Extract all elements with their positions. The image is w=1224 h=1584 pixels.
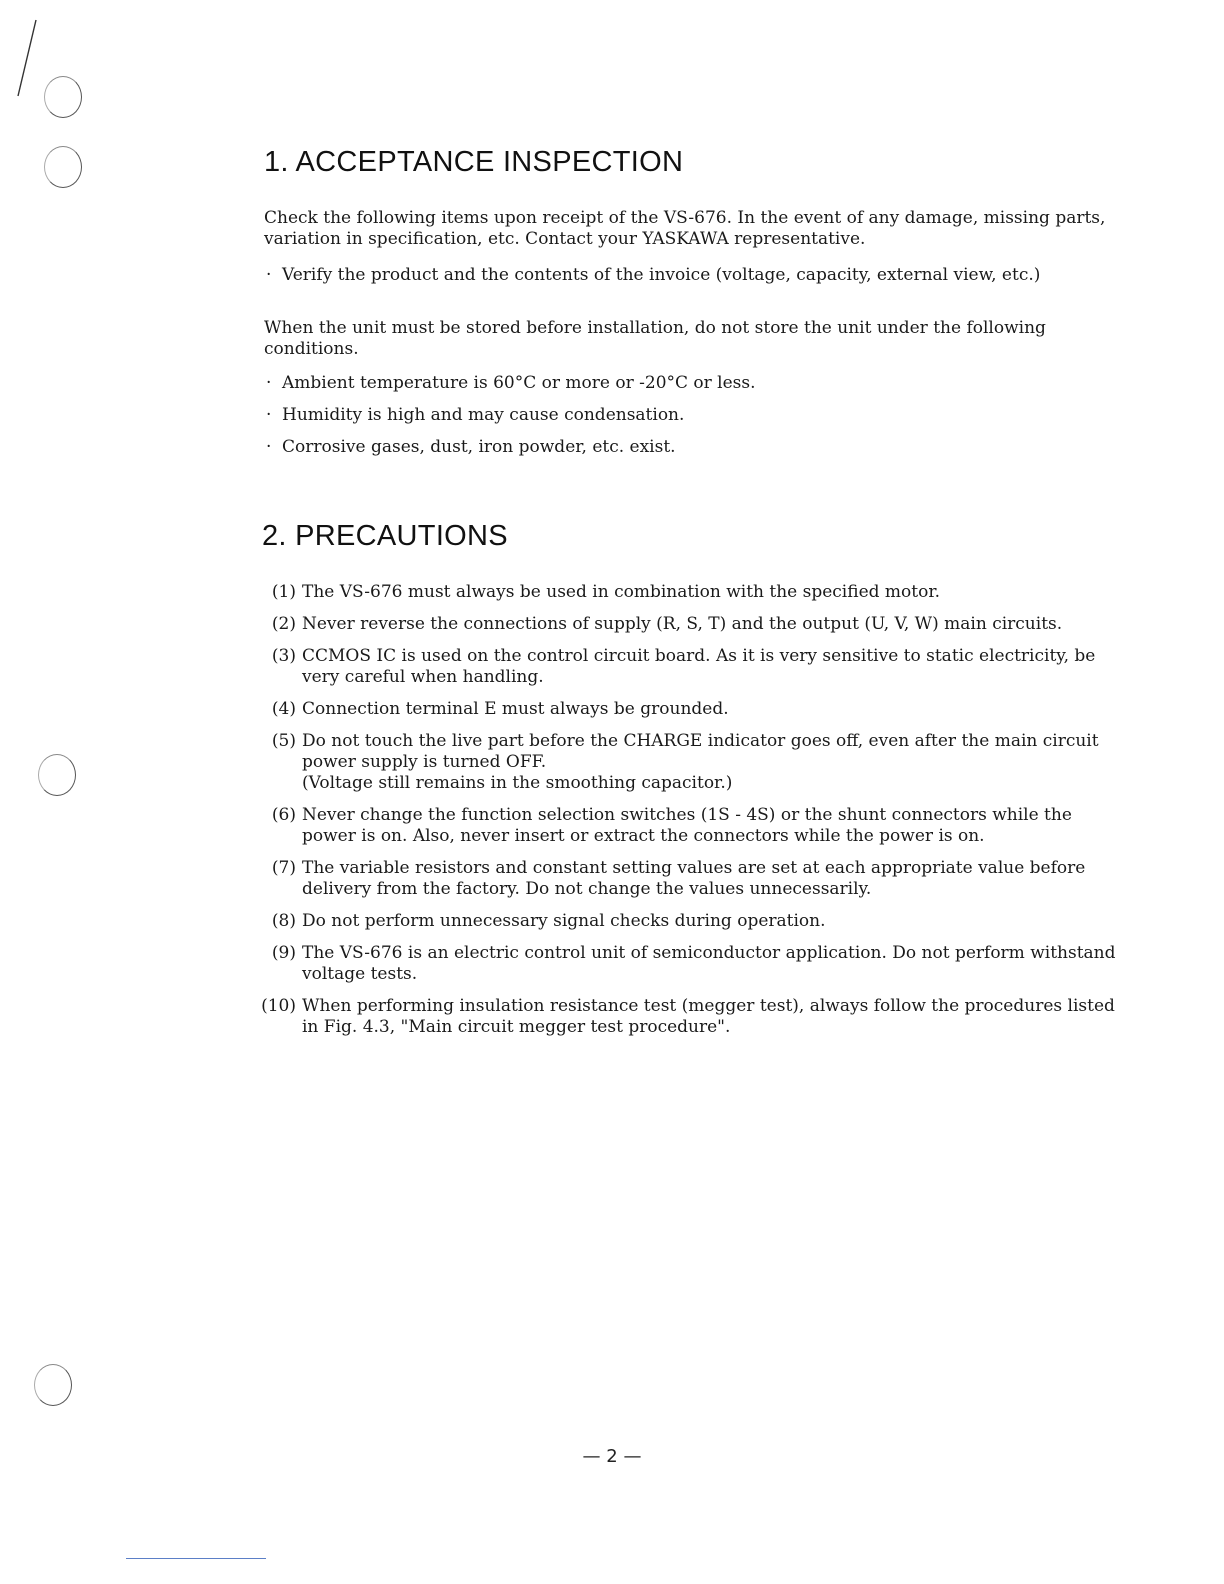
precaution-number: (6) — [271, 805, 296, 825]
precaution-number: (7) — [271, 858, 296, 878]
acceptance-intro-paragraph: Check the following items upon receipt of the VS-676. In the event of any damage, missing parts, variation in specification, etc. Contact your YASKAWA representative. — [264, 208, 1106, 249]
precaution-number: (8) — [271, 911, 296, 931]
precaution-number: (9) — [271, 943, 296, 963]
precaution-note: (Voltage still remains in the smoothing capacitor.) — [302, 773, 733, 793]
storage-intro-paragraph: When the unit must be stored before installation, do not store the unit under the following conditions. — [264, 318, 1046, 359]
precaution-text: Never change the function selection switches (1S - 4S) or the shunt connectors while the power is on. Also, never insert or extract the connectors while the power is on. — [302, 805, 1072, 846]
precaution-item — [258, 646, 1128, 688]
precaution-text-block — [302, 731, 1128, 794]
bullet-dot-icon: · — [266, 373, 272, 393]
bullet-text: Humidity is high and may cause condensation. — [282, 405, 685, 425]
page-number: — 2 — — [582, 1446, 642, 1467]
precaution-number: (2) — [271, 614, 296, 634]
binder-hole-icon — [44, 146, 82, 188]
binder-hole-icon — [38, 754, 76, 796]
precaution-text: The variable resistors and constant setting values are set at each appropriate value before delivery from the factory. Do not change the values unnecessarily. — [302, 858, 1086, 899]
precaution-number: (5) — [271, 731, 296, 751]
precaution-text: The VS-676 is an electric control unit of semiconductor application. Do not perform withstand voltage tests. — [302, 943, 1116, 984]
precaution-item — [258, 858, 1128, 900]
precaution-text: Do not perform unnecessary signal checks during operation. — [302, 911, 826, 931]
precaution-item — [258, 731, 1128, 794]
precaution-number: (1) — [271, 582, 296, 602]
precaution-item — [258, 614, 1128, 635]
precaution-item — [258, 996, 1128, 1038]
bullet-text: Ambient temperature is 60°C or more or -20°C or less. — [282, 373, 756, 393]
bullet-item-humidity — [266, 405, 1126, 426]
precaution-text: The VS-676 must always be used in combination with the specified motor. — [302, 582, 941, 602]
bullet-text: Corrosive gases, dust, iron powder, etc. exist. — [282, 437, 676, 457]
precaution-number: (3) — [271, 646, 296, 666]
precaution-text: CCMOS IC is used on the control circuit board. As it is very sensitive to static electricity, be very careful when handling. — [302, 646, 1096, 687]
bullet-dot-icon: · — [266, 437, 272, 457]
bullet-item-ambient-temperature — [266, 373, 1126, 394]
precaution-item — [258, 699, 1128, 720]
section-title-acceptance-inspection: 1. ACCEPTANCE INSPECTION — [264, 146, 684, 178]
precaution-item — [258, 943, 1128, 985]
precaution-text: When performing insulation resistance test (megger test), always follow the procedures listed in Fig. 4.3, "Main circuit megger test procedure". — [302, 996, 1115, 1037]
precautions-list — [258, 582, 1128, 1049]
bullet-dot-icon: · — [266, 265, 272, 285]
pen-mark-icon — [14, 18, 40, 98]
precaution-number: (10) — [261, 996, 296, 1016]
precaution-item — [258, 805, 1128, 847]
precaution-text: Never reverse the connections of supply (R, S, T) and the output (U, V, W) main circuits. — [302, 614, 1063, 634]
precaution-item — [258, 911, 1128, 932]
precaution-text: Do not touch the live part before the CHARGE indicator goes off, even after the main circuit power supply is turned OFF. — [302, 731, 1099, 772]
section-title-precautions: 2. PRECAUTIONS — [262, 520, 508, 552]
binder-hole-icon — [44, 76, 82, 118]
bullet-text: Verify the product and the contents of the invoice (voltage, capacity, external view, etc.) — [282, 265, 1041, 285]
binder-hole-icon — [34, 1364, 72, 1406]
precaution-number: (4) — [271, 699, 296, 719]
divider — [126, 1558, 266, 1559]
precaution-item — [258, 582, 1128, 603]
bullet-dot-icon: · — [266, 405, 272, 425]
bullet-item-verify — [266, 265, 1126, 286]
precaution-text: Connection terminal E must always be grounded. — [302, 699, 729, 719]
bullet-item-corrosive-gases — [266, 437, 1126, 458]
